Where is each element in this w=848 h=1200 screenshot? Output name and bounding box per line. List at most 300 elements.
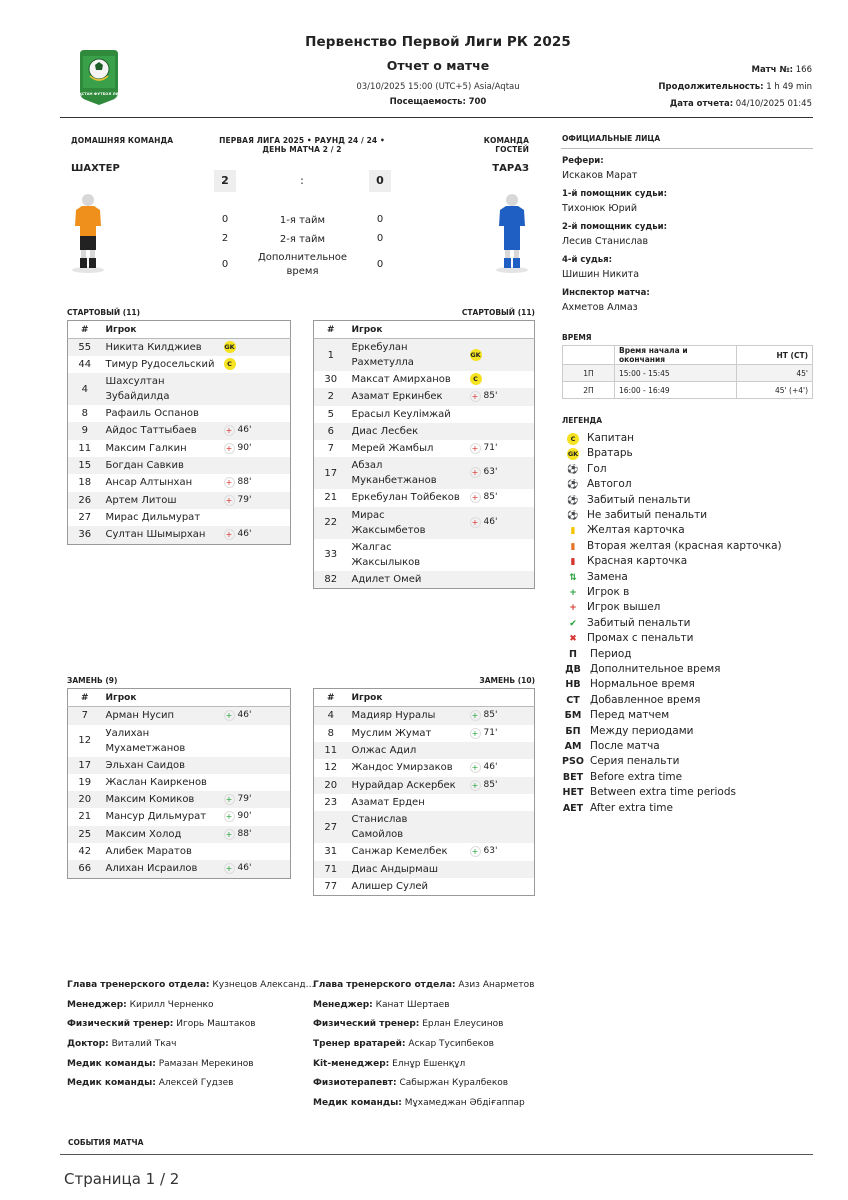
player-event: [220, 725, 291, 757]
player-event: [466, 388, 535, 406]
staff-name: Кирилл Черненко: [129, 999, 214, 1010]
attendance-label: Посещаемость:: [389, 97, 466, 107]
official-role: Рефери:: [562, 156, 604, 166]
player-number: 30: [324, 374, 338, 385]
player-row: [314, 406, 535, 423]
staff-name: Рамазан Мерекинов: [158, 1058, 254, 1069]
col-number-header: #: [68, 321, 102, 339]
staff-role: Kit-менеджер:: [313, 1058, 390, 1069]
player-name: Мирас Дильмурат: [105, 512, 201, 523]
goalkeeper-icon: GK: [224, 343, 235, 351]
legend-text: Добавленное время: [590, 693, 701, 706]
player-name: Султан Шымырхан: [102, 526, 220, 544]
player-name: Максим Комиков: [102, 791, 220, 809]
sub-minute: 85': [483, 492, 498, 502]
player-row: [68, 826, 291, 844]
staff-role: Медик команды:: [67, 1058, 156, 1069]
player-out-icon: +: [470, 517, 481, 528]
player-row: [314, 725, 535, 743]
player-name: Алибек Маратов: [105, 846, 192, 857]
home-kit-icon: [70, 192, 106, 277]
player-name: Жандос Умирзаков: [351, 762, 453, 774]
player-name: Айдос Таттыбаев: [102, 422, 220, 440]
shootout-missed-icon: ✖: [569, 634, 577, 645]
legend-text: После матча: [590, 740, 660, 752]
sub-minute: 46': [483, 516, 498, 527]
player-number: 27: [314, 811, 348, 843]
home-starting-title: СТАРТОВЫЙ (11): [67, 308, 141, 317]
player-out-icon: +: [569, 603, 577, 614]
legend-text: Игрок в: [587, 586, 630, 598]
legend-item: [565, 539, 782, 554]
official-entry: [562, 222, 812, 247]
player-name: Санжар Кемелбек: [351, 846, 448, 858]
legend-item: [565, 585, 629, 600]
player-name: Максим Галкин: [105, 442, 187, 454]
player-number: 11: [78, 442, 92, 454]
own-goal-icon: ⚽: [567, 480, 579, 491]
legend-text: Капитан: [587, 432, 634, 444]
player-out-icon: +: [224, 477, 235, 488]
player-name: Адилет Омей: [348, 571, 466, 589]
staff-name: Сабыржан Куралбеков: [399, 1078, 509, 1089]
time-range: 15:00 - 15:45: [615, 365, 737, 382]
player-in-icon: +: [224, 710, 235, 721]
legend-abbr: ДВ: [565, 664, 581, 675]
player-number: 36: [68, 526, 102, 544]
official-role: 4-й судья:: [562, 255, 613, 265]
player-number: 42: [78, 846, 92, 857]
legend-text: Красная карточка: [587, 555, 688, 568]
player-event: [466, 406, 535, 423]
player-in-icon: +: [569, 588, 577, 598]
staff-entry: [67, 1059, 297, 1079]
legend-item: [562, 801, 673, 816]
player-event: [466, 371, 535, 388]
player-event: [466, 507, 535, 539]
player-event: [466, 539, 535, 571]
player-row: [314, 794, 535, 811]
player-event: [220, 774, 291, 791]
sub-minute: 88': [237, 477, 252, 487]
player-name: Богдан Савкив: [102, 457, 220, 474]
player-event: [220, 373, 291, 405]
penalty-missed-icon: ⚽: [567, 511, 579, 521]
official-name: Ахметов Алмаз: [562, 302, 638, 313]
time-period: 2П: [563, 382, 615, 399]
player-event: [220, 457, 291, 474]
round-info: ПЕРВАЯ ЛИГА 2025 • РАУНД 24 / 24 • ДЕНЬ МАТЧА 2 / 2: [219, 136, 385, 154]
time-period: 1П: [563, 365, 615, 382]
sub-minute: 46': [483, 762, 498, 772]
player-out-icon: +: [470, 492, 481, 503]
time-col-period: [563, 346, 615, 365]
player-number: 12: [324, 762, 338, 774]
player-number: 33: [324, 549, 338, 560]
staff-role: Физический тренер:: [67, 1019, 174, 1030]
legend-item: [562, 754, 680, 769]
staff-name: Канат Шертаев: [375, 999, 450, 1010]
player-number: 55: [68, 339, 102, 357]
player-out-icon: +: [470, 467, 481, 478]
sub-minute: 46': [237, 529, 252, 539]
legend-item: [565, 631, 693, 646]
player-event: [466, 759, 535, 777]
goal-icon: ⚽: [567, 464, 579, 475]
yellow-card-icon: ▮: [570, 526, 576, 537]
player-row: [68, 509, 291, 526]
player-number: 26: [68, 492, 102, 510]
player-name: Мерей Жамбыл: [351, 442, 434, 454]
header-divider: [60, 117, 813, 118]
staff-role: Физический тренер:: [313, 1019, 420, 1030]
player-number: 2: [314, 388, 348, 406]
player-row: [68, 457, 291, 474]
legend-item: [565, 662, 720, 677]
player-name: Абзал Муканбетжанов: [348, 457, 466, 489]
legend-text: Between extra time periods: [590, 786, 736, 799]
player-name: Шахсултан Зубайдилда: [102, 373, 220, 405]
captain-icon: C: [224, 358, 236, 370]
legend-item: [565, 446, 633, 461]
legend-text: Вторая желтая (красная карточка): [587, 539, 782, 552]
player-name: Диас Лесбек: [348, 423, 466, 440]
player-row: [68, 440, 291, 458]
player-number: 1: [314, 339, 348, 372]
player-name: Жалгас Жаксылыков: [351, 541, 421, 568]
time-ht: 45': [737, 365, 813, 382]
away-score: 0: [369, 170, 391, 192]
legend-text: Забитый пенальти: [587, 493, 691, 506]
home-staff-list: [67, 980, 315, 1098]
player-row: [314, 440, 535, 458]
legend-item: [562, 770, 683, 785]
legend-text: Before extra time: [590, 770, 683, 783]
player-number: 15: [68, 457, 102, 474]
player-row: [314, 371, 535, 388]
period-row-1: [214, 214, 391, 228]
player-name: Еркебулан Рахметулла: [348, 339, 466, 372]
time-col-range: Время начала и окончания: [615, 346, 737, 365]
official-entry: [562, 255, 812, 280]
player-name: Уалихан Мухаметжанов: [105, 727, 186, 754]
legend-text: Замена: [587, 570, 628, 583]
col-player-header: Игрок: [102, 321, 291, 339]
legend-text: Между периодами: [590, 724, 694, 737]
substitution-icon: ⇅: [569, 572, 577, 583]
player-number: 18: [78, 477, 92, 489]
legend-text: Вратарь: [587, 447, 633, 460]
player-number: 21: [78, 811, 92, 823]
officials-divider: [561, 148, 813, 149]
player-in-icon: +: [470, 780, 481, 791]
player-event: [466, 725, 535, 743]
player-row: [314, 457, 535, 489]
legend-item: [565, 508, 707, 523]
staff-entry: [67, 1039, 297, 1059]
player-row: [314, 777, 535, 795]
player-event: [466, 457, 535, 489]
report-title: Отчет о матче: [386, 58, 490, 73]
player-row: [68, 860, 291, 878]
player-event: [220, 356, 291, 373]
attendance: [250, 97, 626, 107]
legend-text: Игрок вышел: [587, 601, 661, 614]
player-row: [314, 861, 535, 878]
player-name: Никита Килджиев: [102, 339, 220, 357]
player-name: Алихан Исраилов: [102, 860, 220, 878]
player-name: Артем Литош: [102, 492, 220, 510]
away-starting-table: [313, 320, 535, 589]
player-row: [68, 373, 291, 405]
player-event: [220, 860, 291, 878]
legend-abbr: АМ: [564, 741, 582, 752]
legend-item: [565, 477, 632, 492]
official-role: Инспектор матча:: [562, 288, 650, 298]
player-number: 17: [68, 757, 102, 774]
player-row: [68, 707, 291, 725]
player-event: [466, 339, 535, 372]
sub-minute: 63': [483, 467, 498, 478]
player-number: 17: [314, 457, 348, 489]
player-event: [220, 791, 291, 809]
player-event: [466, 811, 535, 843]
player-row: [68, 356, 291, 373]
away-team-label: КОМАНДА ГОСТЕЙ: [483, 136, 529, 154]
match-datetime: 03/10/2025 15:00 (UTC+5) Asia/Aqtau: [356, 82, 520, 92]
player-number: 22: [314, 507, 348, 539]
player-row: [314, 571, 535, 589]
player-number: 71: [314, 861, 348, 878]
player-name: Азамат Ерден: [351, 797, 425, 808]
report-date: [658, 96, 812, 113]
player-name: Алишер Сулей: [351, 880, 429, 892]
sub-minute: 90': [237, 442, 252, 453]
player-number: 9: [68, 422, 102, 440]
staff-entry: [313, 1000, 553, 1020]
player-number: 27: [78, 512, 92, 523]
time-row: [563, 365, 813, 382]
player-out-icon: +: [224, 529, 235, 540]
player-name: Станислав Самойлов: [348, 811, 466, 843]
staff-role: Тренер вратарей:: [313, 1039, 406, 1050]
player-name: Тимур Рудосельский: [105, 359, 215, 370]
player-name: Еркебулан Тойбеков: [351, 492, 460, 504]
staff-entry: [313, 1078, 553, 1098]
period-away-score: 0: [376, 214, 384, 225]
legend-abbr: СТ: [566, 694, 580, 706]
match-number: [658, 62, 812, 79]
staff-name: Елнұр Ешенқұл: [392, 1058, 466, 1069]
player-row: [314, 507, 535, 539]
legend-item: [565, 554, 687, 569]
player-number: 82: [314, 571, 348, 589]
home-team-label: ДОМАШНЯЯ КОМАНДА: [71, 136, 174, 145]
player-event: [220, 492, 291, 510]
player-event: [466, 742, 535, 759]
player-number: 19: [78, 776, 92, 788]
player-row: [314, 707, 535, 725]
player-name: Диас Андырмаш: [348, 861, 466, 878]
time-range: 16:00 - 16:49: [615, 382, 737, 399]
home-subs-table: [67, 688, 291, 879]
legend-text: Гол: [587, 462, 607, 475]
col-player-header: Игрок: [348, 689, 535, 707]
player-number: 8: [327, 727, 334, 739]
sub-minute: 71': [483, 727, 498, 738]
legend-title: ЛЕГЕНДА: [562, 416, 603, 425]
player-name: Мирас Жаксымбетов: [348, 507, 466, 539]
player-row: [68, 774, 291, 791]
legend-text: Забитый пенальти: [587, 616, 691, 629]
period-home-score: 2: [221, 233, 229, 244]
staff-entry: [313, 1098, 553, 1118]
player-name: Рафаиль Оспанов: [105, 408, 199, 419]
official-name: Тихонюк Юрий: [562, 203, 638, 214]
player-number: 5: [327, 408, 334, 420]
player-number: 23: [324, 797, 338, 808]
time-col-ht: HT (СТ): [737, 346, 813, 365]
player-in-icon: +: [224, 829, 235, 840]
staff-role: Медик команды:: [313, 1098, 402, 1109]
player-number: 21: [324, 492, 338, 504]
report-date-value: 04/10/2025 01:45: [735, 99, 812, 109]
legend-item: [565, 431, 634, 446]
player-number: 77: [324, 880, 338, 892]
legend-text: Дополнительное время: [590, 663, 721, 675]
player-row: [314, 742, 535, 759]
player-in-icon: +: [470, 710, 481, 721]
home-starting-table: [67, 320, 291, 545]
player-name: Мадияр Нуралы: [348, 707, 466, 725]
match-events-title: СОБЫТИЯ МАТЧА: [68, 1138, 144, 1147]
staff-role: Менеджер:: [67, 999, 127, 1010]
time-row: [563, 382, 813, 399]
sub-minute: 90': [237, 811, 252, 821]
officials-list: [562, 156, 812, 321]
legend-item: [565, 647, 632, 662]
player-event: [220, 707, 291, 725]
player-out-icon: +: [224, 443, 235, 454]
legend-text: Желтая карточка: [587, 524, 685, 537]
sub-minute: 85': [483, 779, 498, 790]
events-divider: [60, 1154, 813, 1155]
period-label: 2-я тайм: [279, 234, 326, 245]
player-number: 44: [78, 359, 92, 370]
staff-name: Игорь Маштаков: [176, 1019, 256, 1030]
player-number: 4: [314, 707, 348, 725]
sub-minute: 85': [483, 391, 498, 401]
time-table: [562, 345, 813, 399]
player-row: [68, 492, 291, 510]
player-in-icon: +: [470, 846, 481, 857]
col-number-header: #: [314, 321, 348, 339]
staff-name: Виталий Ткач: [111, 1039, 177, 1050]
player-number: 4: [68, 373, 102, 405]
staff-name: Алексей Гудзев: [158, 1078, 234, 1089]
player-name: Жаслан Каиркенов: [105, 776, 207, 788]
player-row: [68, 757, 291, 774]
player-row: [314, 878, 535, 896]
player-event: [466, 440, 535, 458]
player-name: Эльхан Саидов: [102, 757, 220, 774]
player-event: [466, 861, 535, 878]
official-entry: [562, 189, 812, 214]
player-number: 31: [324, 846, 338, 858]
match-meta: [658, 62, 812, 113]
legend-item: [565, 493, 691, 508]
away-subs-table: [313, 688, 535, 896]
official-entry: [562, 156, 812, 181]
sub-minute: 79': [237, 793, 252, 804]
player-row: [68, 791, 291, 809]
away-staff-list: [313, 980, 553, 1118]
staff-name: Мұхамеджан Әбдіғаппар: [404, 1098, 525, 1109]
player-row: [68, 474, 291, 492]
legend-item: [565, 693, 700, 708]
sub-minute: 46': [237, 863, 252, 873]
away-kit-icon: [494, 192, 530, 277]
away-team-name: ТАРАЗ: [492, 163, 529, 174]
player-name: Максат Амирханов: [351, 374, 451, 385]
home-team-name: ШАХТЕР: [71, 163, 120, 174]
player-in-icon: +: [224, 794, 235, 805]
penalty-scored-icon: ⚽: [567, 495, 579, 506]
player-row: [68, 843, 291, 860]
legend-text: Серия пенальти: [590, 755, 680, 768]
time-ht: 45' (+4'): [737, 382, 813, 399]
player-event: [466, 571, 535, 589]
second-yellow-icon: ▮: [570, 541, 576, 552]
player-event: [466, 843, 535, 861]
player-out-icon: +: [224, 425, 235, 436]
sub-minute: 63': [483, 846, 498, 856]
staff-name: Ерлан Елеусинов: [422, 1019, 504, 1030]
player-event: [220, 826, 291, 844]
player-name: Нурайдар Аскербек: [348, 777, 466, 795]
player-row: [68, 339, 291, 357]
sub-minute: 46': [237, 425, 252, 435]
player-event: [466, 777, 535, 795]
player-in-icon: +: [224, 863, 235, 874]
period-label: 1-я тайм: [279, 215, 326, 226]
player-name: Ансар Алтынхан: [105, 477, 193, 489]
period-row-extra: [214, 251, 391, 281]
player-number: 11: [314, 742, 348, 759]
away-starting-title: СТАРТОВЫЙ (11): [461, 308, 535, 317]
player-event: [220, 405, 291, 422]
player-row: [68, 422, 291, 440]
player-event: [220, 757, 291, 774]
sub-minute: 71': [483, 442, 498, 453]
staff-entry: [313, 1039, 553, 1059]
staff-entry: [67, 980, 315, 1000]
legend-item: [562, 785, 736, 800]
legend-item: [565, 724, 693, 739]
player-out-icon: +: [224, 495, 235, 506]
away-subs-title: ЗАМЕНЬ (10): [479, 676, 535, 685]
player-event: [220, 509, 291, 526]
player-name: Олжас Адил: [348, 742, 466, 759]
player-event: [220, 808, 291, 826]
staff-role: Глава тренерского отдела:: [313, 980, 456, 990]
shootout-scored-icon: ✔: [569, 618, 577, 629]
legend-abbr: PSO: [562, 756, 584, 768]
period-away-score: 0: [376, 233, 384, 244]
staff-role: Глава тренерского отдела:: [67, 980, 210, 990]
legend-item: [565, 677, 695, 692]
player-row: [314, 759, 535, 777]
